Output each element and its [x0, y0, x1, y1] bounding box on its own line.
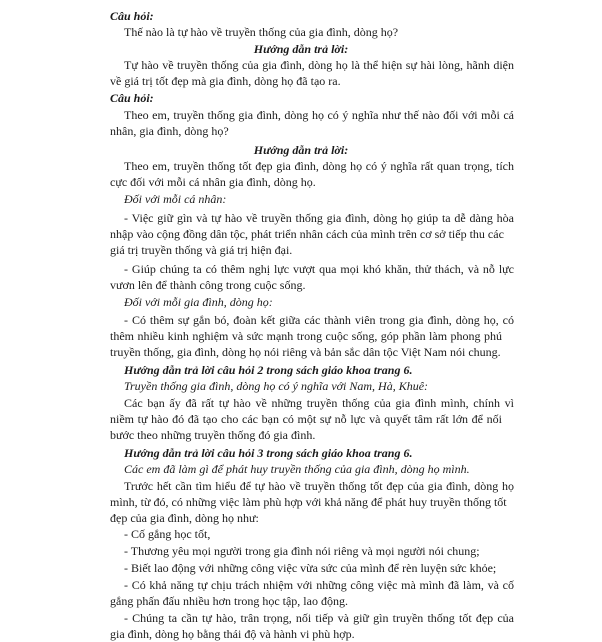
answer-2-line-1: Theo em, truyền thống tốt đẹp gia đình, dòng họ có ý nghĩa rất quan trọng, tích — [124, 159, 514, 173]
guide-question-2-heading: Hướng dẫn trả lời câu hỏi 2 trong sách giáo khoa trang 6. — [124, 363, 413, 377]
question-1-label: Câu hỏi: — [110, 9, 154, 23]
subheading-family: Đối với mỗi gia đình, dòng họ: — [124, 295, 273, 309]
question-2-line-2: nhân, gia đình, dòng họ? — [110, 124, 229, 138]
question-1-text: Thế nào là tự hào về truyền thống của gia đình, dòng họ? — [124, 25, 399, 39]
bullet-2-line-1: - Giúp chúng ta có thêm nghị lực vượt qua mọi khó khăn, thử thách, và nỗ lực — [124, 262, 514, 276]
guide-3-line-2: mình, từ đó, có những việc làm phù hợp với khả năng để phát huy truyền thống tốt — [110, 495, 507, 509]
guide-question-2-subheading: Truyền thống gia đình, dòng họ có ý nghĩa với Nam, Hà, Khuê: — [124, 379, 429, 393]
list-item-love: - Thương yêu mọi người trong gia đình nói riêng và mọi người nói chung; — [124, 544, 480, 558]
bullet-3-line-1: - Có thêm sự gắn bó, đoàn kết giữa các thành viên trong gia đình, dòng họ, có — [124, 313, 514, 327]
answer-guide-heading-1: Hướng dẫn trả lời: — [253, 42, 349, 56]
guide-question-3-heading: Hướng dẫn trả lời câu hỏi 3 trong sách giáo khoa trang 6. — [124, 446, 413, 460]
answer-1-line-1: Tự hào về truyền thống của gia đình, dòng họ là thể hiện sự hài lòng, hãnh diện — [124, 58, 514, 72]
answer-guide-heading-2: Hướng dẫn trả lời: — [253, 143, 349, 157]
bullet-2-line-2: vươn lên để thành công trong cuộc sống. — [110, 278, 306, 292]
list-item-pride-line-2: gia đình, dòng họ bằng thái độ và hành vi phù hợp. — [110, 627, 355, 641]
list-item-labor: - Biết lao động với những công việc vừa sức của mình để rèn luyện sức khỏe; — [124, 561, 497, 575]
guide-3-line-3: đẹp của gia đình, dòng họ như: — [110, 511, 259, 525]
guide-3-line-1: Trước hết cần tìm hiểu để tự hào về truyền thống tốt đẹp của gia đình, dòng họ — [124, 479, 514, 493]
answer-2-line-2: cực đối với mỗi cá nhân gia đình, dòng họ. — [110, 175, 316, 189]
guide-2-line-3: bước theo những truyền thống đó gia đình. — [110, 428, 316, 442]
list-item-responsibility-line-1: - Có khả năng tự chịu trách nhiệm với những công việc mà mình đã làm, và cố — [124, 578, 514, 592]
bullet-1-line-1: - Việc giữ gìn và tự hào về truyền thống gia đình, dòng họ giúp ta dễ dàng hòa — [124, 211, 514, 225]
guide-question-3-subheading: Các em đã làm gì để phát huy truyền thống của gia đình, dòng họ mình. — [124, 462, 470, 476]
guide-2-line-2: niềm tự hào đó đã tạo cho các bạn có một sự nỗ lực và quyết tâm rất lớn để nối — [110, 412, 502, 426]
list-item-responsibility-line-2: gắng phấn đấu nhiều hơn trong học tập, lao động. — [110, 594, 348, 608]
list-item-study: - Cố gắng học tốt, — [124, 527, 211, 541]
guide-2-line-1: Các bạn ấy đã rất tự hào về những truyền thống của gia đình mình, chính vì — [124, 396, 514, 410]
bullet-1-line-2: nhập vào cộng đồng dân tộc, phát triển nhân cách của mình trên cơ sở tiếp thu các — [110, 227, 504, 241]
bullet-3-line-3: truyền thống, gia đình, dòng họ nói riêng và bản sắc dân tộc Việt Nam nói chung. — [110, 345, 501, 359]
subheading-individual: Đối với mỗi cá nhân: — [124, 192, 227, 206]
question-2-line-1: Theo em, truyền thống gia đình, dòng họ có ý nghĩa như thế nào đối với mỗi cá — [124, 108, 514, 122]
bullet-3-line-2: thêm nhiều kinh nghiệm và sức mạnh trong cuộc sống, góp phần làm phong phú — [110, 329, 502, 343]
answer-1-line-2: về giá trị tốt đẹp mà gia đình, dòng họ đã tạo ra. — [110, 74, 341, 88]
question-2-label: Câu hỏi: — [110, 91, 154, 105]
list-item-pride-line-1: - Chúng ta cần tự hào, trân trọng, nối tiếp và giữ gìn truyền thống tốt đẹp của — [124, 611, 514, 625]
bullet-1-line-3: giá trị truyền thống và giá trị hiện đại. — [110, 243, 293, 257]
